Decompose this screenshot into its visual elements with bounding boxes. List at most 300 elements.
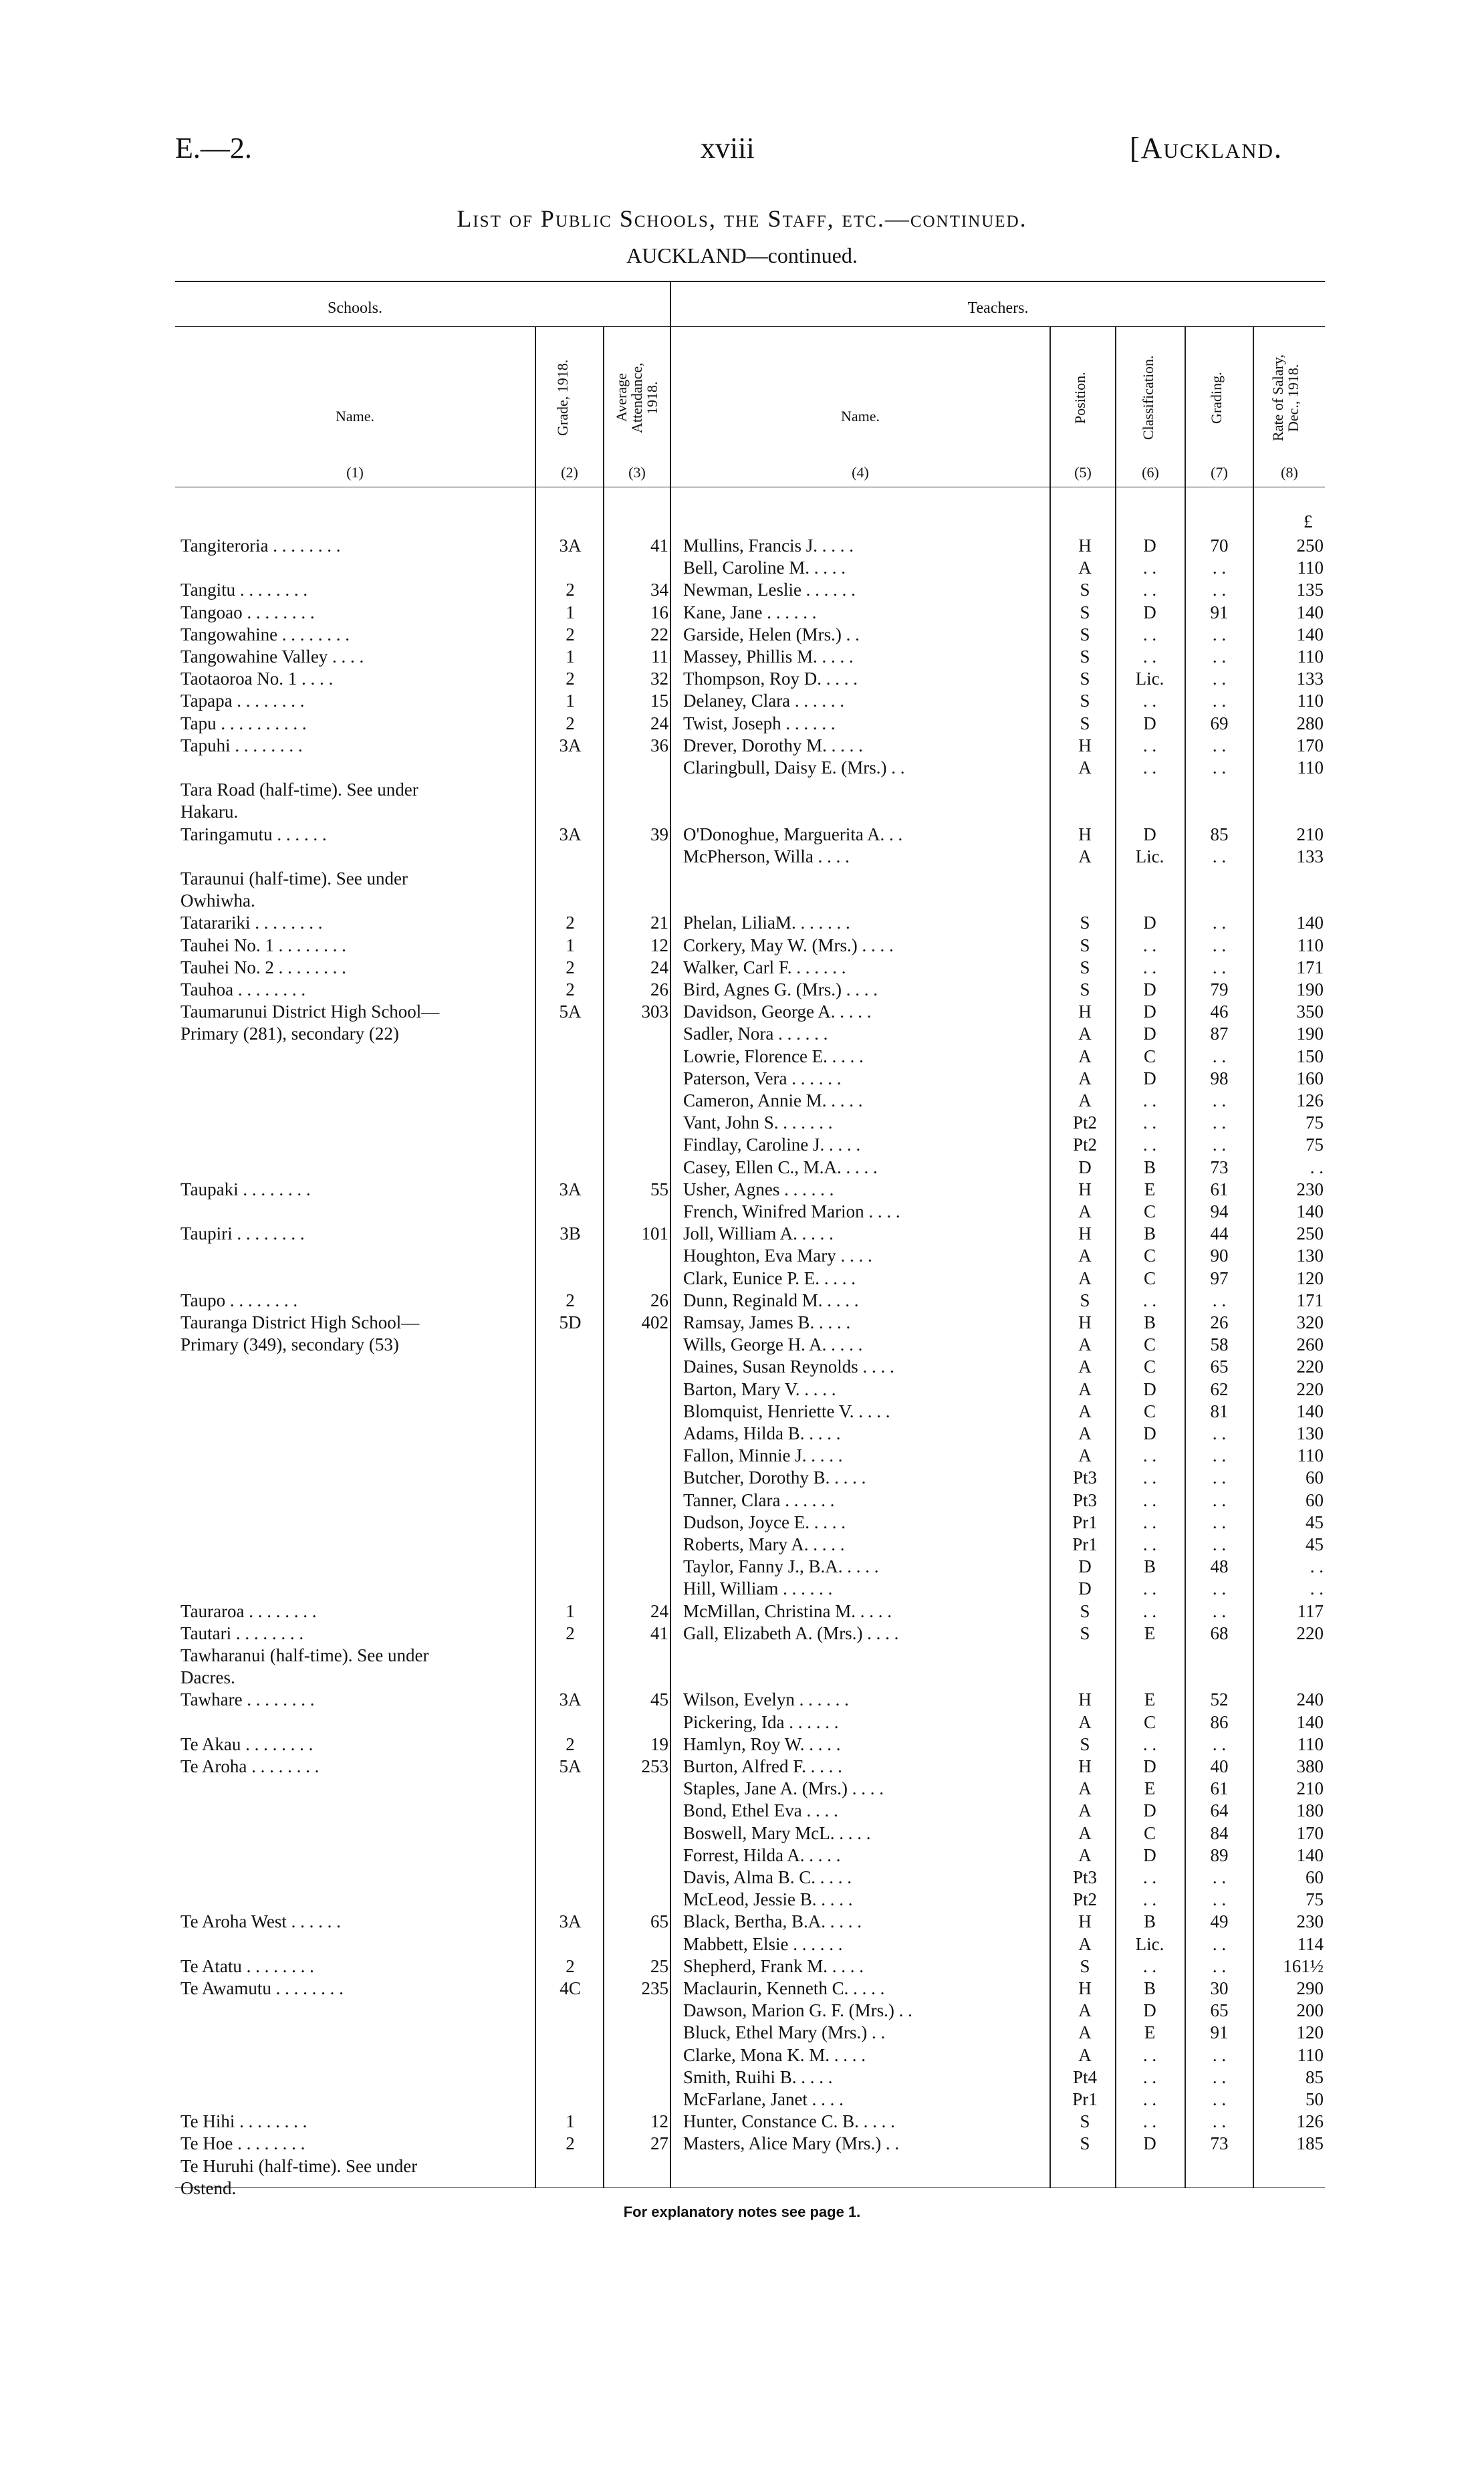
teacher-name: McLeod, Jessie B. . . . .	[683, 1889, 853, 1910]
table-row	[0, 2000, 1484, 2022]
teacher-grading: 44	[1210, 1223, 1229, 1244]
table-row	[0, 979, 1484, 1001]
teacher-salary: 320	[1296, 1312, 1324, 1332]
teacher-salary: 117	[1297, 1601, 1324, 1621]
teacher-name: Shepherd, Frank M. . . . .	[683, 1956, 864, 1976]
table-row	[0, 1356, 1484, 1378]
teacher-name: Smith, Ruihi B. . . . .	[683, 2066, 833, 2087]
teacher-classification: B	[1143, 1312, 1156, 1332]
teacher-name: Corkery, May W. (Mrs.) . . . .	[683, 935, 894, 955]
teacher-salary: 171	[1296, 957, 1324, 977]
teacher-classification: B	[1143, 1556, 1156, 1577]
school-name: Tapuhi . . . . . . . .	[180, 735, 303, 755]
school-attendance: 402	[641, 1312, 668, 1332]
teacher-name: Casey, Ellen C., M.A. . . . .	[683, 1157, 878, 1177]
teacher-classification: Lic.	[1135, 669, 1164, 689]
teacher-salary: 185	[1296, 2133, 1324, 2154]
school-grade: 1	[566, 1601, 575, 1621]
teacher-grading: . .	[1212, 669, 1227, 689]
teacher-name: Blomquist, Henriette V. . . . .	[683, 1401, 890, 1421]
teacher-position: H	[1078, 1001, 1092, 1022]
teacher-salary: . .	[1310, 1556, 1324, 1577]
teacher-salary: 110	[1297, 757, 1324, 778]
table-row	[0, 1023, 1484, 1045]
teacher-classification: C	[1143, 1711, 1156, 1732]
table-row	[0, 2133, 1484, 2155]
table-row	[0, 1201, 1484, 1223]
teacher-classification: . .	[1142, 624, 1157, 644]
col-number-7: (7)	[1211, 464, 1228, 481]
school-attendance: 101	[641, 1223, 668, 1244]
teacher-salary: 120	[1296, 2022, 1324, 2043]
teacher-salary: 60	[1306, 1467, 1324, 1488]
school-name: Tauraroa . . . . . . . .	[180, 1601, 317, 1621]
teacher-salary: 110	[1297, 646, 1324, 667]
teacher-name: Davidson, George A. . . . .	[683, 1001, 872, 1022]
school-attendance: 41	[650, 1623, 668, 1643]
teacher-salary: 130	[1296, 1423, 1324, 1443]
teacher-position: H	[1078, 1689, 1092, 1710]
teacher-name: Hamlyn, Roy W. . . . .	[683, 1734, 841, 1754]
school-name: Tangiteroria . . . . . . . .	[180, 536, 341, 556]
teacher-name: McFarlane, Janet . . . .	[683, 2089, 844, 2109]
teacher-name: Walker, Carl F. . . . . . .	[683, 957, 846, 977]
school-grade: 3A	[559, 1179, 582, 1199]
teacher-classification: . .	[1142, 2066, 1157, 2087]
teacher-name: Phelan, LiliaM. . . . . . .	[683, 913, 850, 933]
school-attendance: 19	[650, 1734, 668, 1754]
teacher-classification: E	[1144, 2022, 1156, 2043]
table-row	[0, 2111, 1484, 2133]
table-row	[0, 1578, 1484, 1600]
school-name: Tauhoa . . . . . . . .	[180, 979, 306, 999]
school-grade: 2	[566, 957, 575, 977]
teacher-name: Davis, Alma B. C. . . . .	[683, 1867, 852, 1887]
teacher-position: Pt3	[1072, 1867, 1098, 1887]
table-row	[0, 2022, 1484, 2044]
school-grade: 4C	[560, 1978, 581, 1998]
school-grade: 3A	[559, 1911, 582, 1932]
teacher-name: Findlay, Caroline J. . . . .	[683, 1135, 861, 1155]
teacher-salary: 110	[1297, 1445, 1324, 1466]
teacher-grading: . .	[1212, 1867, 1227, 1887]
school-grade: 2	[566, 2133, 575, 2154]
col-classification: Classification.	[1140, 355, 1156, 441]
table-group-rule	[175, 326, 1325, 327]
col-number-6: (6)	[1142, 464, 1159, 481]
teacher-grading: . .	[1212, 1578, 1227, 1599]
table-row	[0, 1512, 1484, 1534]
teacher-salary: 114	[1297, 1933, 1324, 1954]
table-row	[0, 1645, 1484, 1667]
table-row	[0, 1379, 1484, 1401]
school-name: Taotaoroa No. 1 . . . .	[180, 669, 334, 689]
school-name: Tawharanui (half-time). See under	[180, 1645, 429, 1665]
teacher-name: Dudson, Joyce E. . . . .	[683, 1512, 846, 1532]
school-attendance: 253	[641, 1756, 668, 1776]
school-attendance: 26	[650, 1290, 668, 1310]
school-attendance: 12	[650, 2111, 668, 2132]
school-attendance: 11	[651, 646, 668, 667]
school-name: Te Awamutu . . . . . . . .	[180, 1978, 344, 1998]
teacher-classification: . .	[1142, 2111, 1157, 2132]
school-name: Taupiri . . . . . . . .	[180, 1223, 305, 1244]
teacher-classification: . .	[1142, 1734, 1157, 1754]
teacher-grading: 65	[1210, 2000, 1229, 2021]
teacher-position: S	[1080, 624, 1090, 644]
teacher-position: A	[1078, 2022, 1092, 2043]
teacher-name: McMillan, Christina M. . . . .	[683, 1601, 892, 1621]
school-grade: 2	[566, 580, 575, 600]
school-attendance: 27	[650, 2133, 668, 2154]
col-number-2: (2)	[561, 464, 578, 481]
teacher-grading: 61	[1210, 1778, 1229, 1799]
teacher-grading: 91	[1210, 2022, 1229, 2043]
teacher-grading: . .	[1212, 1956, 1227, 1976]
teacher-salary: 110	[1297, 691, 1324, 711]
table-row	[0, 2155, 1484, 2177]
table-row	[0, 1711, 1484, 1734]
table-row	[0, 1245, 1484, 1267]
teacher-name: Bond, Ethel Eva . . . .	[683, 1800, 838, 1821]
teacher-salary: 130	[1296, 1246, 1324, 1266]
table-row	[0, 602, 1484, 624]
table-row	[0, 624, 1484, 646]
table-row	[0, 1112, 1484, 1134]
teacher-salary: 140	[1296, 624, 1324, 644]
teacher-grading: 46	[1210, 1001, 1229, 1022]
teacher-name: Twist, Joseph . . . . . .	[683, 713, 836, 733]
teacher-grading: 49	[1210, 1911, 1229, 1932]
teacher-salary: 200	[1296, 2000, 1324, 2021]
teacher-position: S	[1080, 669, 1090, 689]
teacher-classification: C	[1143, 1046, 1156, 1066]
table-row	[0, 1134, 1484, 1156]
school-name: Tauhei No. 2 . . . . . . . .	[180, 957, 346, 977]
teacher-classification: E	[1144, 1689, 1156, 1710]
school-name: Dacres.	[180, 1667, 235, 1688]
teacher-grading: . .	[1212, 1734, 1227, 1754]
table-row	[0, 1090, 1484, 1112]
teacher-name: French, Winifred Marion . . . .	[683, 1201, 900, 1221]
table-row	[0, 535, 1484, 557]
teacher-salary: 171	[1296, 1290, 1324, 1310]
school-name: Hakaru.	[180, 802, 239, 822]
footer-note: For explanatory notes see page 1.	[623, 2204, 861, 2220]
teacher-name: O'Donoghue, Marguerita A. . .	[683, 824, 903, 844]
teacher-name: Gall, Elizabeth A. (Mrs.) . . . .	[683, 1623, 899, 1643]
teacher-name: Vant, John S. . . . . . .	[683, 1112, 833, 1133]
teacher-position: S	[1080, 602, 1090, 622]
table-row	[0, 1933, 1484, 1956]
teacher-position: S	[1080, 691, 1090, 711]
teacher-salary: 260	[1296, 1334, 1324, 1355]
teacher-classification: . .	[1142, 757, 1157, 778]
currency-symbol: £	[1304, 511, 1313, 531]
teacher-position: S	[1080, 713, 1090, 733]
school-attendance: 25	[650, 1956, 668, 1976]
teacher-classification: . .	[1142, 2089, 1157, 2109]
teacher-salary: 161½	[1283, 1956, 1324, 1976]
table-row	[0, 912, 1484, 934]
teacher-classification: D	[1143, 1756, 1156, 1776]
teacher-position: A	[1078, 1068, 1092, 1088]
school-grade: 2	[566, 1734, 575, 1754]
col-number-8: (8)	[1281, 464, 1298, 481]
teacher-grading: . .	[1212, 1090, 1227, 1110]
teacher-position: A	[1078, 1423, 1092, 1443]
teacher-grading: . .	[1212, 1290, 1227, 1310]
teacher-salary: 190	[1296, 979, 1324, 999]
teacher-name: Clark, Eunice P. E. . . . .	[683, 1268, 856, 1288]
teacher-classification: C	[1143, 1246, 1156, 1266]
teacher-name: Tanner, Clara . . . . . .	[683, 1490, 835, 1510]
teacher-grading: . .	[1212, 1933, 1227, 1954]
school-name: Tara Road (half-time). See under	[180, 780, 418, 800]
teacher-position: Pt3	[1072, 1490, 1098, 1510]
teacher-grading: . .	[1212, 1112, 1227, 1133]
school-grade: 1	[566, 691, 575, 711]
teacher-name: McPherson, Willa . . . .	[683, 846, 850, 866]
teacher-grading: . .	[1212, 2044, 1227, 2065]
school-grade: 2	[566, 669, 575, 689]
teacher-classification: D	[1143, 2000, 1156, 2021]
teacher-salary: 250	[1296, 1223, 1324, 1244]
table-row	[0, 1423, 1484, 1445]
teacher-position: A	[1078, 1090, 1092, 1110]
school-name: Tautari . . . . . . . .	[180, 1623, 304, 1643]
teacher-classification: B	[1143, 1157, 1156, 1177]
teacher-grading: 87	[1210, 1024, 1229, 1044]
teacher-position: H	[1078, 1756, 1092, 1776]
teacher-classification: C	[1143, 1356, 1156, 1377]
teacher-classification: B	[1143, 1978, 1156, 1998]
table-row	[0, 1889, 1484, 1911]
teacher-position: H	[1078, 1223, 1092, 1244]
teacher-salary: 75	[1306, 1112, 1324, 1133]
school-name: Tangitu . . . . . . . .	[180, 580, 308, 600]
teacher-position: A	[1078, 1334, 1092, 1355]
school-grade: 2	[566, 713, 575, 733]
teacher-name: Claringbull, Daisy E. (Mrs.) . .	[683, 757, 905, 778]
teacher-name: Wills, George H. A. . . . .	[683, 1334, 863, 1355]
teacher-salary: 220	[1296, 1623, 1324, 1643]
teacher-classification: . .	[1142, 691, 1157, 711]
teacher-name: Dunn, Reginald M. . . . .	[683, 1290, 859, 1310]
teacher-grading: . .	[1212, 1601, 1227, 1621]
school-name: Te Aroha West . . . . . .	[180, 1911, 341, 1932]
page-code: E.—2.	[175, 132, 252, 164]
school-name: Tapapa . . . . . . . .	[180, 691, 305, 711]
table-row	[0, 1778, 1484, 1800]
teacher-classification: E	[1144, 1179, 1156, 1199]
table-row	[0, 1046, 1484, 1068]
teacher-position: S	[1080, 1623, 1090, 1643]
table-row	[0, 2177, 1484, 2200]
teacher-grading: 73	[1210, 2133, 1229, 2154]
teacher-salary: 110	[1297, 1734, 1324, 1754]
school-attendance: 39	[650, 824, 668, 844]
teacher-salary: 220	[1296, 1379, 1324, 1399]
teacher-grading: . .	[1212, 2066, 1227, 2087]
teacher-name: Butcher, Dorothy B. . . . .	[683, 1467, 866, 1488]
col-number-1: (1)	[346, 464, 364, 481]
teacher-classification: B	[1143, 1223, 1156, 1244]
teacher-grading: . .	[1212, 1445, 1227, 1466]
table-row	[0, 1667, 1484, 1689]
teacher-position: A	[1078, 1711, 1092, 1732]
school-name: Tauhei No. 1 . . . . . . . .	[180, 935, 346, 955]
teacher-classification: D	[1143, 1800, 1156, 1821]
teacher-position: A	[1078, 1800, 1092, 1821]
teacher-classification: D	[1143, 913, 1156, 933]
table-row	[0, 1312, 1484, 1334]
teacher-grading: 97	[1210, 1268, 1229, 1288]
teacher-grading: 86	[1210, 1711, 1229, 1732]
teacher-salary: 380	[1296, 1756, 1324, 1776]
teacher-classification: . .	[1142, 2044, 1157, 2065]
teacher-name: Black, Bertha, B.A. . . . .	[683, 1911, 862, 1932]
teacher-position: A	[1078, 1845, 1092, 1865]
teacher-position: D	[1078, 1157, 1092, 1177]
school-grade: 1	[566, 2111, 575, 2132]
school-attendance: 24	[650, 957, 668, 977]
teacher-name: Garside, Helen (Mrs.) . .	[683, 624, 860, 644]
teacher-grading: 40	[1210, 1756, 1229, 1776]
teacher-grading: . .	[1212, 1467, 1227, 1488]
teacher-name: Hunter, Constance C. B. . . . .	[683, 2111, 895, 2132]
teacher-grading: . .	[1212, 558, 1227, 578]
col-position: Position.	[1072, 372, 1088, 424]
teacher-position: S	[1080, 913, 1090, 933]
teacher-name: Sadler, Nora . . . . . .	[683, 1024, 828, 1044]
school-name: Taupo . . . . . . . .	[180, 1290, 298, 1310]
table-row	[0, 957, 1484, 979]
col-teacher-name: Name.	[840, 408, 880, 425]
teacher-position: H	[1078, 1312, 1092, 1332]
teacher-classification: . .	[1142, 1290, 1157, 1310]
school-name: Te Hihi . . . . . . . .	[180, 2111, 307, 2132]
table-row	[0, 801, 1484, 823]
table-row	[0, 1401, 1484, 1423]
teacher-position: Pr1	[1072, 2089, 1098, 2109]
teacher-name: Kane, Jane . . . . . .	[683, 602, 817, 622]
teacher-name: Taylor, Fanny J., B.A. . . . .	[683, 1556, 879, 1577]
teacher-classification: . .	[1142, 1090, 1157, 1110]
school-attendance: 22	[650, 624, 668, 644]
school-grade: 2	[566, 1956, 575, 1976]
teacher-grading: . .	[1212, 2111, 1227, 2132]
table-row	[0, 890, 1484, 912]
teacher-name: Wilson, Evelyn . . . . . .	[683, 1689, 849, 1710]
table-row	[0, 2089, 1484, 2111]
teacher-classification: . .	[1142, 935, 1157, 955]
table-row	[0, 1956, 1484, 1978]
table-row	[0, 1445, 1484, 1467]
teacher-classification: C	[1143, 1268, 1156, 1288]
teacher-position: A	[1078, 757, 1092, 778]
table-row	[0, 1001, 1484, 1023]
teacher-salary: 110	[1297, 558, 1324, 578]
teacher-salary: 170	[1296, 735, 1324, 755]
col-grading: Grading.	[1208, 372, 1225, 424]
teacher-name: Maclaurin, Kenneth C. . . . .	[683, 1978, 885, 1998]
teacher-salary: 230	[1296, 1179, 1324, 1199]
teacher-position: Pr1	[1072, 1534, 1098, 1554]
teacher-salary: 220	[1296, 1356, 1324, 1377]
teacher-grading: . .	[1212, 913, 1227, 933]
teacher-salary: 350	[1296, 1001, 1324, 1022]
teacher-classification: D	[1143, 1423, 1156, 1443]
teacher-grading: 89	[1210, 1845, 1229, 1865]
school-attendance: 65	[650, 1911, 668, 1932]
teacher-position: A	[1078, 1379, 1092, 1399]
teacher-classification: . .	[1142, 1889, 1157, 1910]
table-row	[0, 1534, 1484, 1556]
school-attendance: 235	[641, 1978, 668, 1998]
group-schools: Schools.	[327, 300, 382, 317]
teacher-salary: 150	[1296, 1046, 1324, 1066]
teacher-classification: Lic.	[1135, 1933, 1164, 1954]
teacher-classification: D	[1143, 1001, 1156, 1022]
teacher-classification: B	[1143, 1911, 1156, 1932]
table-row	[0, 1179, 1484, 1201]
table-row	[0, 1334, 1484, 1356]
teacher-grading: . .	[1212, 957, 1227, 977]
teacher-position: Pt2	[1072, 1135, 1098, 1155]
teacher-position: A	[1078, 558, 1092, 578]
teacher-salary: 110	[1297, 2044, 1324, 2065]
school-name: Te Huruhi (half-time). See under	[180, 2155, 418, 2176]
school-name: Tangowahine . . . . . . . .	[180, 624, 350, 644]
teacher-classification: . .	[1142, 1490, 1157, 1510]
table-row	[0, 579, 1484, 601]
teacher-salary: 50	[1306, 2089, 1324, 2109]
school-name: Taupaki . . . . . . . .	[180, 1179, 311, 1199]
school-grade: 1	[566, 602, 575, 622]
school-name: Taumarunui District High School—	[180, 1001, 440, 1022]
teacher-grading: 64	[1210, 1800, 1229, 1821]
teacher-grading: . .	[1212, 735, 1227, 755]
teacher-classification: D	[1143, 824, 1156, 844]
school-grade: 2	[566, 913, 575, 933]
teacher-grading: 58	[1210, 1334, 1229, 1355]
teacher-position: A	[1078, 1046, 1092, 1066]
teacher-salary: 140	[1296, 1711, 1324, 1732]
teacher-classification: D	[1143, 1024, 1156, 1044]
teacher-classification: C	[1143, 1201, 1156, 1221]
teacher-name: Pickering, Ida . . . . . .	[683, 1711, 839, 1732]
teacher-position: A	[1078, 1445, 1092, 1466]
teacher-position: A	[1078, 1356, 1092, 1377]
school-attendance: 15	[650, 691, 668, 711]
teacher-name: Delaney, Clara . . . . . .	[683, 691, 845, 711]
teacher-name: Dawson, Marion G. F. (Mrs.) . .	[683, 2000, 912, 2021]
page-number: xviii	[701, 132, 755, 164]
teacher-name: Boswell, Mary McL. . . . .	[683, 1822, 871, 1843]
teacher-position: S	[1080, 979, 1090, 999]
teacher-position: S	[1080, 580, 1090, 600]
teacher-classification: . .	[1142, 1467, 1157, 1488]
col-salary: Rate of Salary, Dec., 1918.	[1269, 354, 1302, 441]
teacher-grading: . .	[1212, 1423, 1227, 1443]
page-subtitle: AUCKLAND—continued.	[626, 243, 858, 267]
teacher-classification: . .	[1142, 957, 1157, 977]
teacher-position: S	[1080, 1290, 1090, 1310]
table-row	[0, 713, 1484, 735]
teacher-classification: . .	[1142, 1512, 1157, 1532]
table-row	[0, 1490, 1484, 1512]
